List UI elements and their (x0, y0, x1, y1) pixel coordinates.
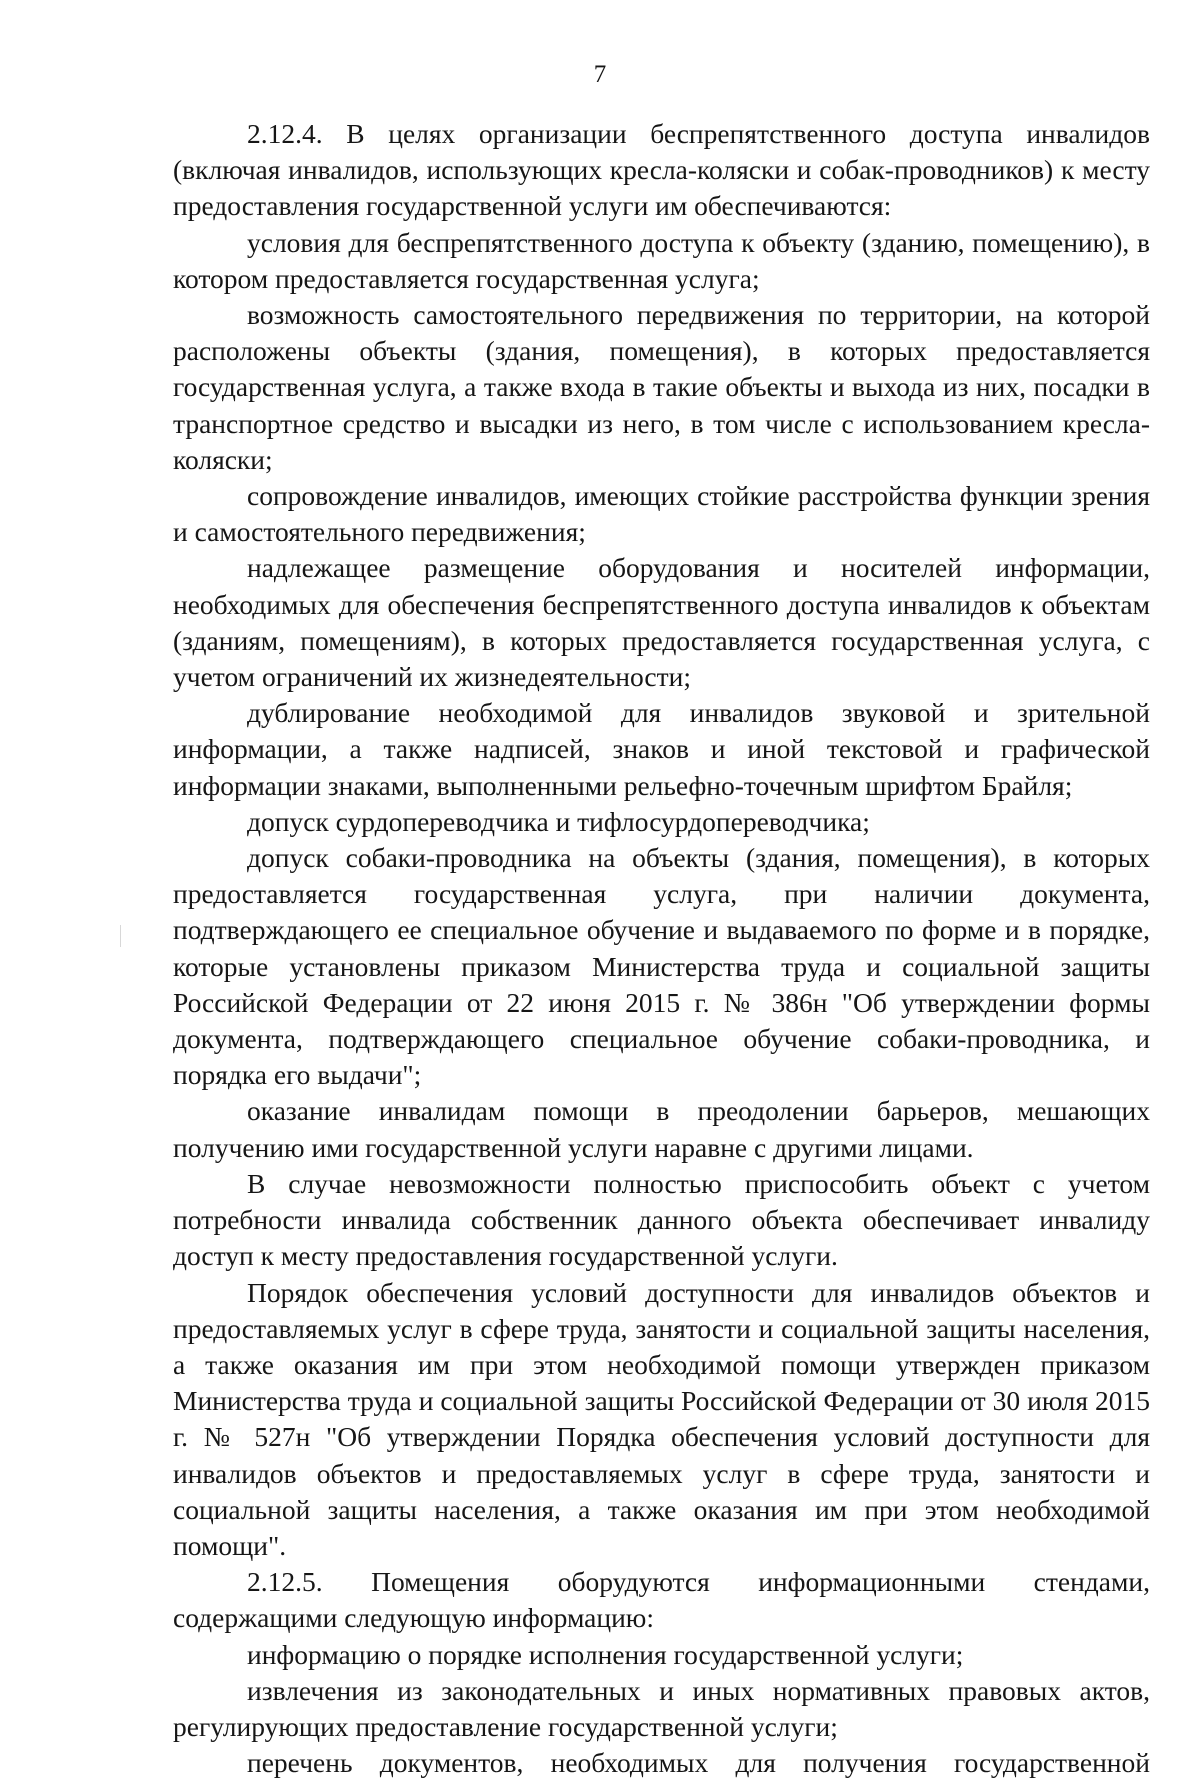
page-number: 7 (593, 61, 607, 88)
paragraph-guide-dog: допуск собаки-проводника на объекты (здания, помещения), в которых предоставляется государственная услуга, при наличии документа, подтверждающего ее специальное обучение и выдаваемого по форме и в порядке, которые установлены приказом Министерства труда и социальной защиты Российской Федерации от 22 июня 2015 г. № 386н "Об утверждении формы документа, подтверждающего специальное обучение собаки-проводника, и порядка его выдачи"; (173, 842, 1150, 1091)
paragraph-assistance: оказание инвалидам помощи в преодолении барьеров, мешающих получению ими государственной услуги наравне с другими лицами. (173, 1095, 1150, 1163)
paragraph-duplication: дублирование необходимой для инвалидов звуковой и зрительной информации, а также надписей, знаков и иной текстовой и графической информации знаками, выполненными рельефно-точечным шрифтом Брайля; (173, 697, 1150, 801)
document-body (173, 116, 1150, 1781)
paragraph-sign-interpreter: допуск сурдопереводчика и тифлосурдопереводчика; (247, 805, 870, 837)
paragraph-legal-extracts: извлечения из законодательных и иных нормативных правовых актов, регулирующих предоставление государственной услуги; (173, 1674, 1150, 1742)
paragraph-escort: сопровождение инвалидов, имеющих стойкие расстройства функции зрения и самостоятельного передвижения; (173, 480, 1150, 548)
paragraph-2-12-4: 2.12.4. В целях организации беспрепятственного доступа инвалидов (включая инвалидов, использующих кресла-коляски и собак-проводников) к месту предоставления государственной услуги им обеспечиваются: (173, 118, 1150, 222)
paragraph-2-12-5: 2.12.5. Помещения оборудуются информационными стендами, содержащими следующую информацию: (173, 1566, 1150, 1634)
paragraph-independent-movement: возможность самостоятельного передвижения по территории, на которой расположены объекты (здания, помещения), в которых предоставляется государственная услуга, а также входа в такие объекты и выхода из них, посадки в транспортное средство и высадки из него, в том числе с использованием кресла-коляски; (173, 299, 1150, 475)
scan-artifact (120, 925, 121, 947)
paragraph-owner-access: В случае невозможности полностью приспособить объект с учетом потребности инвалида собственник данного объекта обеспечивает инвалиду доступ к месту предоставления государственной услуги. (173, 1167, 1150, 1272)
paragraph-equipment-placement: надлежащее размещение оборудования и носителей информации, необходимых для обеспечения беспрепятственного доступа инвалидов к объектам (зданиям, помещениям), в которых предоставляется государственная услуга, с учетом ограничений их жизнедеятельности; (173, 552, 1150, 693)
paragraph-access-conditions: условия для беспрепятственного доступа к объекту (зданию, помещению), в котором предоставляется государственная услуга; (173, 226, 1150, 294)
paragraph-accessibility-order: Порядок обеспечения условий доступности для инвалидов объектов и предоставляемых услуг в сфере труда, занятости и социальной защиты населения, а также оказания им при этом необходимой помощи утвержден приказом Министерства труда и социальной защиты Российской Федерации от 30 июля 2015 г. № 527н "Об утверждении Порядка обеспечения условий доступности для инвалидов объектов и предоставляемых услуг в сфере труда, занятости и социальной защиты населения, а также оказания им при этом необходимой помощи". (173, 1276, 1150, 1561)
paragraph-procedure-info: информацию о порядке исполнения государственной услуги; (247, 1638, 964, 1670)
paragraph-documents-list: перечень документов, необходимых для получения государственной (247, 1747, 1150, 1779)
